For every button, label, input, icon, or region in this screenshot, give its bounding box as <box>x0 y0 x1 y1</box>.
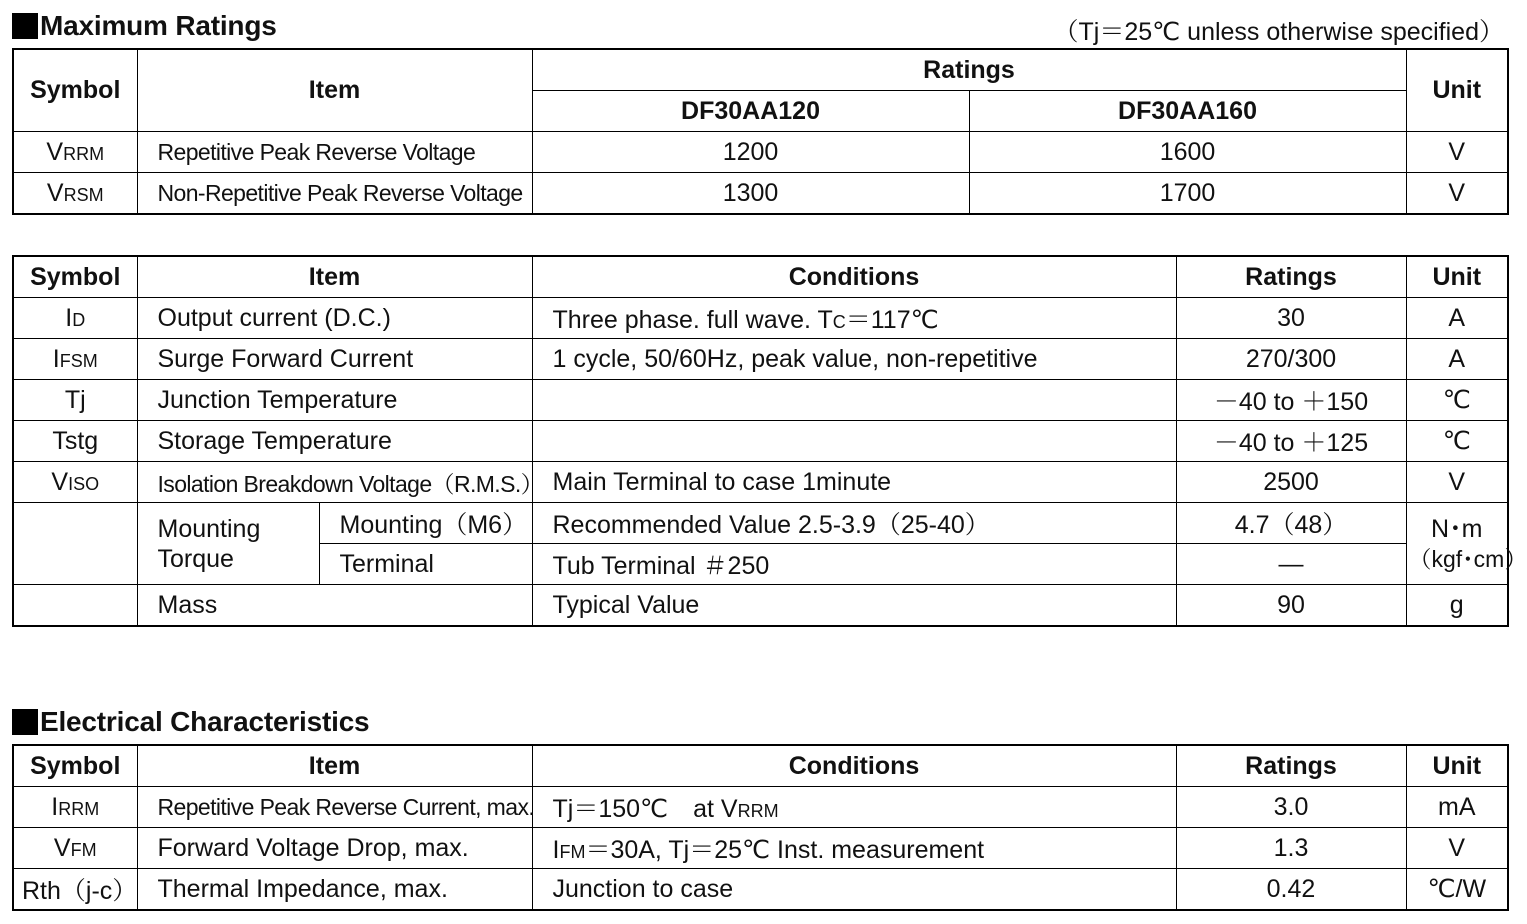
unit-cell: A <box>1406 339 1508 380</box>
condition-subscript: RRM <box>737 801 779 821</box>
condition-cell: 1 cycle, 50/60Hz, peak value, non-repetitive <box>532 339 1176 380</box>
rating-cell: 0.42 <box>1176 869 1406 911</box>
rating-cell: 1300 <box>532 173 969 215</box>
header-symbol: Symbol <box>13 256 137 298</box>
condition-cell: Tub Terminal ＃250 <box>532 544 1176 585</box>
condition-text: Three phase. full wave. T <box>552 306 833 334</box>
header-item: Item <box>137 256 532 298</box>
symbol-main: V <box>46 178 64 207</box>
table-header-row <box>13 49 1508 91</box>
symbol-main: V <box>53 833 71 862</box>
item-cell: Repetitive Peak Reverse Current, max. <box>137 787 532 828</box>
item-cell: Repetitive Peak Reverse Voltage <box>137 132 532 173</box>
symbol-main: I <box>52 344 60 373</box>
item-cell: Output current (D.C.) <box>137 298 532 339</box>
electrical-characteristics-heading <box>12 706 369 738</box>
condition-text: ＝117℃ <box>845 306 939 334</box>
rating-cell: 1700 <box>969 173 1406 215</box>
symbol-subscript: RRM <box>58 798 100 819</box>
header-conditions: Conditions <box>532 745 1176 787</box>
rating-cell: 2500 <box>1176 462 1406 503</box>
header-ratings: Ratings <box>1176 256 1406 298</box>
item-cell: Surge Forward Current <box>137 339 532 380</box>
unit-cell: V <box>1406 462 1508 503</box>
condition-cell: Main Terminal to case 1minute <box>532 462 1176 503</box>
symbol-cell-empty <box>13 585 137 627</box>
header-item: Item <box>137 49 532 132</box>
symbol-cell-empty <box>13 503 137 585</box>
header-unit: Unit <box>1406 49 1508 132</box>
condition-note: （Tj＝25℃ unless otherwise specified） <box>1053 18 1504 46</box>
condition-text: I <box>552 836 560 864</box>
condition-cell: Typical Value <box>532 585 1176 627</box>
symbol-cell <box>13 787 137 828</box>
condition-subscript: C <box>832 312 846 332</box>
header-model-df30aa160: DF30AA160 <box>969 91 1406 132</box>
symbol-cell: Tstg <box>13 421 137 462</box>
table-header-row <box>13 745 1508 787</box>
unit-cell: ℃ <box>1406 380 1508 421</box>
symbol-main: V <box>51 467 69 496</box>
item-cell: Storage Temperature <box>137 421 532 462</box>
table-row <box>13 173 1508 215</box>
black-square-icon <box>12 709 38 735</box>
header-symbol: Symbol <box>13 49 137 132</box>
unit-cell: V <box>1406 173 1508 215</box>
table-row <box>13 828 1508 869</box>
item-cell: Isolation Breakdown Voltage（R.M.S.） <box>137 462 532 503</box>
symbol-subscript: D <box>72 309 86 330</box>
unit-line-2: （kgf･cm） <box>1408 545 1527 572</box>
item-cell: Thermal Impedance, max. <box>137 869 532 911</box>
condition-subscript: FM <box>559 842 586 862</box>
header-model-df30aa120: DF30AA120 <box>532 91 969 132</box>
condition-cell <box>532 380 1176 421</box>
condition-cell <box>532 298 1176 339</box>
rating-cell: －40 to ＋150 <box>1176 380 1406 421</box>
electrical-characteristics-title: Electrical Characteristics <box>40 706 370 737</box>
torque-sub-item-mounting: Mounting（M6） <box>319 503 532 544</box>
table-row <box>13 869 1508 911</box>
table-row <box>13 585 1508 627</box>
item-cell: Non-Repetitive Peak Reverse Voltage <box>137 173 532 215</box>
voltage-ratings-table <box>12 48 1509 215</box>
header-ratings: Ratings <box>532 49 1406 91</box>
table-row <box>13 380 1508 421</box>
torque-unit-cell <box>1406 503 1527 585</box>
maximum-ratings-heading <box>12 10 277 42</box>
symbol-cell <box>13 339 137 380</box>
unit-cell: V <box>1406 828 1508 869</box>
condition-cell <box>532 421 1176 462</box>
symbol-cell: Rth（j-c） <box>13 869 137 911</box>
condition-cell: Recommended Value 2.5-3.9（25-40） <box>532 503 1176 544</box>
unit-cell: ℃/W <box>1406 869 1508 911</box>
rating-cell: 1200 <box>532 132 969 173</box>
unit-cell: V <box>1406 132 1508 173</box>
header-unit: Unit <box>1406 256 1508 298</box>
header-symbol: Symbol <box>13 745 137 787</box>
item-cell: Forward Voltage Drop, max. <box>137 828 532 869</box>
electrical-characteristics-table <box>12 744 1509 911</box>
table-row <box>13 462 1508 503</box>
rating-cell: 4.7（48） <box>1176 503 1406 544</box>
symbol-main: I <box>65 303 73 332</box>
table-row <box>13 132 1508 173</box>
table-header-row <box>13 256 1508 298</box>
general-ratings-table <box>12 255 1527 627</box>
rating-cell: －40 to ＋125 <box>1176 421 1406 462</box>
item-cell: Mass <box>137 585 532 627</box>
table-row <box>13 298 1508 339</box>
symbol-subscript: FM <box>70 839 97 860</box>
table-row <box>13 339 1508 380</box>
symbol-subscript: ISO <box>68 473 100 494</box>
symbol-subscript: FSM <box>59 350 98 371</box>
symbol-cell <box>13 173 137 215</box>
rating-cell: ― <box>1176 544 1406 585</box>
symbol-main: V <box>46 137 64 166</box>
header-unit: Unit <box>1406 745 1508 787</box>
symbol-cell: Tj <box>13 380 137 421</box>
unit-cell: ℃ <box>1406 421 1508 462</box>
condition-cell: Junction to case <box>532 869 1176 911</box>
condition-cell <box>532 828 1176 869</box>
condition-text: ＝30A, Tj＝25℃ Inst. measurement <box>585 836 985 864</box>
torque-sub-item-terminal: Terminal <box>319 544 532 585</box>
symbol-subscript: RRM <box>63 143 105 164</box>
condition-text: Tj＝150℃ at V <box>552 795 738 823</box>
header-item: Item <box>137 745 532 787</box>
item-cell: Junction Temperature <box>137 380 532 421</box>
unit-line-1: N･m <box>1431 514 1483 543</box>
symbol-main: I <box>51 792 59 821</box>
header-ratings: Ratings <box>1176 745 1406 787</box>
unit-cell: g <box>1406 585 1508 627</box>
unit-cell: mA <box>1406 787 1508 828</box>
rating-cell: 270/300 <box>1176 339 1406 380</box>
rating-cell: 3.0 <box>1176 787 1406 828</box>
maximum-ratings-title: Maximum Ratings <box>40 10 277 41</box>
rating-cell: 1.3 <box>1176 828 1406 869</box>
black-square-icon <box>12 13 38 39</box>
unit-cell: A <box>1406 298 1508 339</box>
symbol-cell <box>13 298 137 339</box>
table-row <box>13 421 1508 462</box>
table-row <box>13 787 1508 828</box>
rating-cell: 90 <box>1176 585 1406 627</box>
symbol-subscript: RSM <box>63 184 104 205</box>
header-conditions: Conditions <box>532 256 1176 298</box>
rating-cell: 1600 <box>969 132 1406 173</box>
symbol-cell <box>13 132 137 173</box>
rating-cell: 30 <box>1176 298 1406 339</box>
mounting-torque-cell: Mounting Torque <box>137 503 319 585</box>
symbol-cell <box>13 828 137 869</box>
symbol-cell <box>13 462 137 503</box>
table-row <box>13 503 1508 544</box>
condition-cell <box>532 787 1176 828</box>
